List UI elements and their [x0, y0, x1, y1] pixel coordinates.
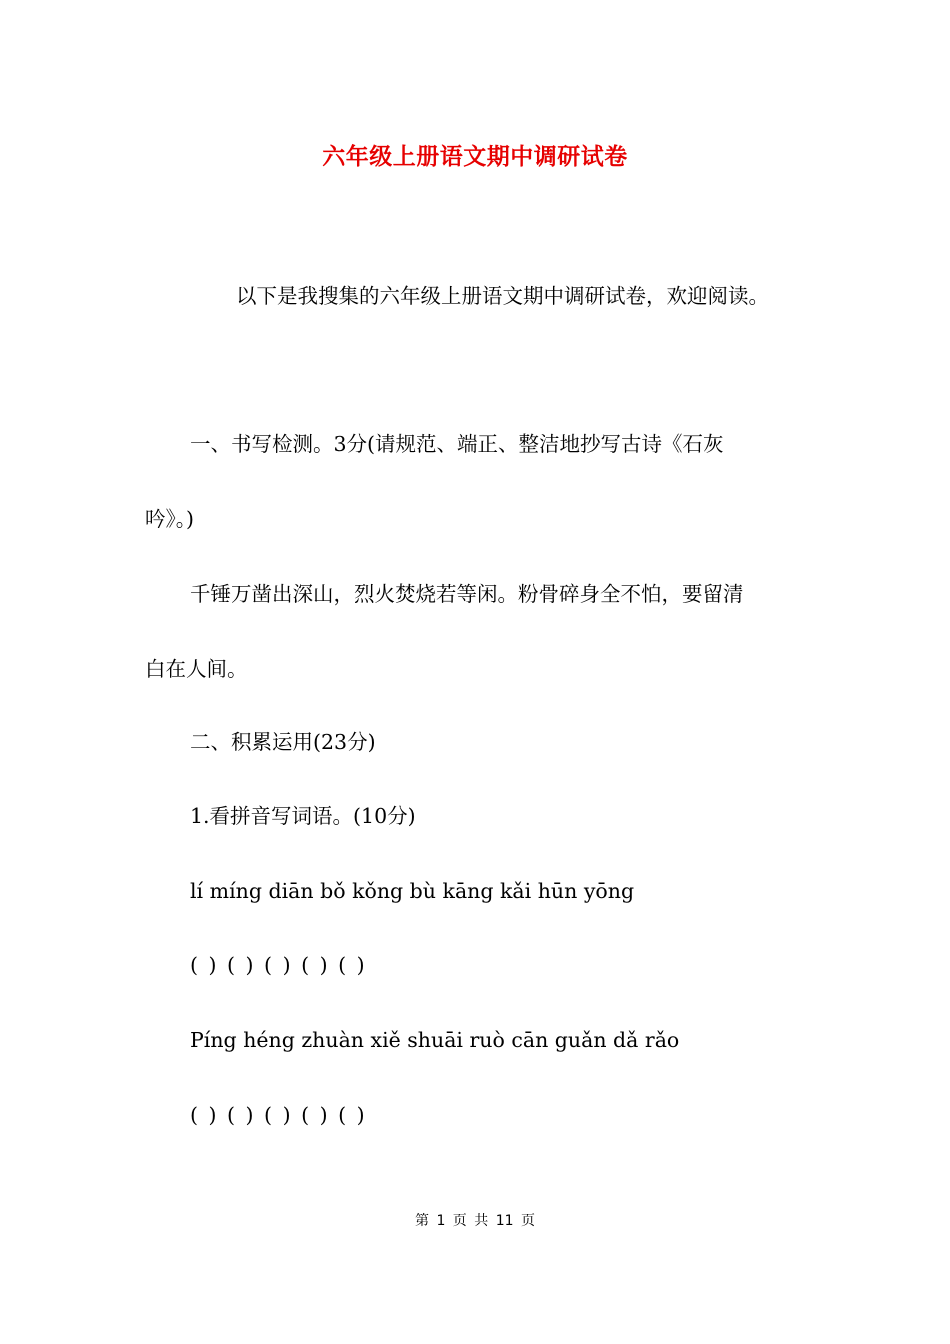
intro-paragraph: 以下是我搜集的六年级上册语文期中调研试卷，欢迎阅读。 [236, 284, 769, 308]
pinyin-row1: lí míng diān bǒ kǒng bù kāng kǎi hūn yōng [190, 879, 635, 903]
pinyin-row2: Píng héng zhuàn xiě shuāi ruò cān guǎn dǎ rǎo [190, 1028, 680, 1052]
poem-line2: 白在人间。 [145, 657, 248, 681]
section1-instruction-line1: 一、书写检测。3分(请规范、端正、整洁地抄写古诗《石灰 [190, 432, 724, 456]
answer-blanks-row2: ( ) ( ) ( ) ( ) ( ) [190, 1103, 365, 1127]
poem-line1: 千锤万凿出深山，烈火焚烧若等闲。粉骨碎身全不怕，要留清 [190, 582, 744, 606]
section1-instruction-line2: 吟》。) [145, 507, 194, 531]
section2-heading: 二、积累运用(23分) [190, 730, 376, 754]
answer-blanks-row1: ( ) ( ) ( ) ( ) ( ) [190, 953, 365, 977]
page-number-footer: 第 1 页 共 11 页 [415, 1213, 535, 1229]
document-title: 六年级上册语文期中调研试卷 [322, 143, 628, 170]
question1-prompt: 1.看拼音写词语。(10分) [190, 804, 416, 828]
